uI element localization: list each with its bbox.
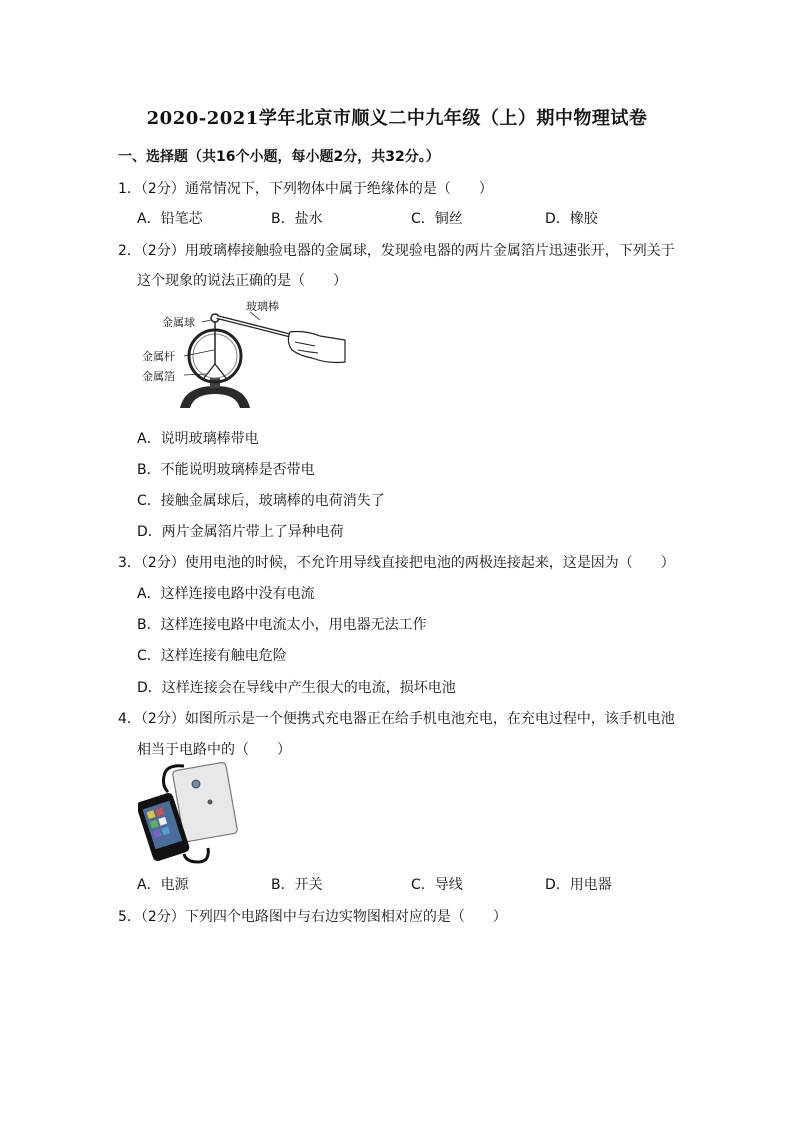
q1-option-a[interactable]: A．铅笔芯 <box>137 211 203 227</box>
q4-option-a[interactable]: A．电源 <box>137 877 189 893</box>
q2-option-d[interactable]: D．两片金属箔片带上了异种电荷 <box>137 524 344 540</box>
label-metal-foil: 金属箔 <box>142 370 175 383</box>
q3-option-d[interactable]: D．这样连接会在导线中产生很大的电流，损坏电池 <box>137 680 456 696</box>
q2-option-a[interactable]: A．说明玻璃棒带电 <box>137 431 259 447</box>
question-4-stem-cont: 相当于电路中的（ ） <box>137 742 291 758</box>
q1-option-d[interactable]: D．橡胶 <box>545 211 598 227</box>
q1-option-c[interactable]: C．铜丝 <box>411 211 463 227</box>
q3-option-a[interactable]: A．这样连接电路中没有电流 <box>137 586 315 602</box>
label-metal-pole: 金属杆 <box>142 350 175 363</box>
exam-title: 2020-2021学年北京市顺义二中九年级（上）期中物理试卷 <box>146 108 648 129</box>
charger-phone-figure <box>138 762 238 866</box>
label-metal-ball: 金属球 <box>162 316 195 329</box>
q4-option-b[interactable]: B．开关 <box>271 877 323 893</box>
question-2-stem: 2．（2分）用玻璃棒接触验电器的金属球，发现验电器的两片金属箔片迅速张开，下列关于 <box>118 243 675 259</box>
section-heading: 一、选择题（共16个小题，每小题2分，共32分。） <box>118 149 440 165</box>
q3-option-c[interactable]: C．这样连接有触电危险 <box>137 648 287 664</box>
electroscope-figure <box>140 298 350 414</box>
question-5-stem: 5．（2分）下列四个电路图中与右边实物图相对应的是（ ） <box>118 909 507 925</box>
charger-phone-drawing <box>138 762 238 866</box>
q4-option-c[interactable]: C．导线 <box>411 877 463 893</box>
q3-option-b[interactable]: B．这样连接电路中电流太小，用电器无法工作 <box>137 617 427 633</box>
question-3-stem: 3．（2分）使用电池的时候，不允许用导线直接把电池的两极连接起来，这是因为（ ） <box>118 555 675 571</box>
q2-option-b[interactable]: B．不能说明玻璃棒是否带电 <box>137 462 315 478</box>
question-4-stem: 4．（2分）如图所示是一个便携式充电器正在给手机电池充电，在充电过程中，该手机电池 <box>118 711 675 727</box>
q2-option-c[interactable]: C．接触金属球后，玻璃棒的电荷消失了 <box>137 493 385 509</box>
question-2-stem-cont: 这个现象的说法正确的是（ ） <box>137 273 347 289</box>
q1-option-b[interactable]: B．盐水 <box>271 211 323 227</box>
label-glass-rod: 玻璃棒 <box>246 300 279 313</box>
question-1-stem: 1．（2分）通常情况下，下列物体中属于绝缘体的是（ ） <box>118 181 493 197</box>
q4-option-d[interactable]: D．用电器 <box>545 877 612 893</box>
